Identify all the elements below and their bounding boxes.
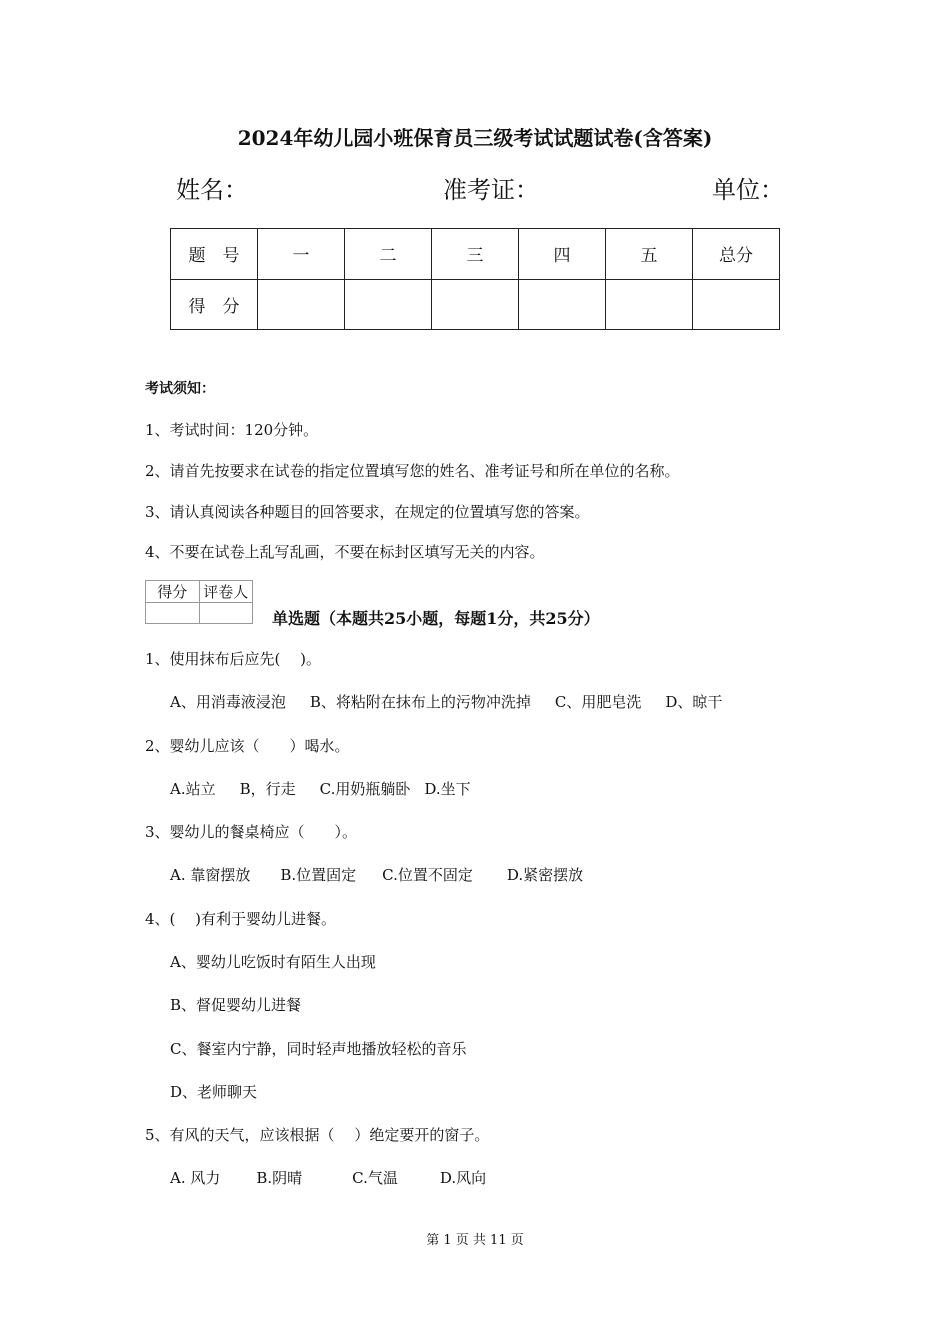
question-stem: 4、( )有利于婴幼儿进餐。 bbox=[145, 910, 337, 928]
score-entry-cell[interactable] bbox=[693, 279, 780, 330]
score-table-cell: 一 bbox=[258, 229, 345, 280]
score-entry-cell[interactable] bbox=[258, 279, 345, 330]
option[interactable]: A、用消毒液浸泡 bbox=[170, 693, 286, 711]
score-entry-cell[interactable] bbox=[519, 279, 606, 330]
option[interactable]: D.坐下 bbox=[424, 780, 471, 798]
option[interactable]: B.阴晴 bbox=[256, 1169, 303, 1187]
question-options bbox=[170, 864, 583, 885]
notice-item: 3、请认真阅读各种题目的回答要求，在规定的位置填写您的答案。 bbox=[145, 503, 590, 521]
option[interactable]: A. 风力 bbox=[170, 1169, 221, 1187]
grader-reviewer-label: 评卷人 bbox=[199, 581, 253, 603]
score-table-cell: 得 分 bbox=[171, 279, 258, 330]
score-table-cell: 总分 bbox=[693, 229, 780, 280]
notice-item: 2、请首先按要求在试卷的指定位置填写您的姓名、准考证号和所在单位的名称。 bbox=[145, 462, 680, 480]
score-table bbox=[170, 228, 780, 330]
score-table-cell: 二 bbox=[345, 229, 432, 280]
question-stem: 3、婴幼儿的餐桌椅应（ ）。 bbox=[145, 823, 358, 841]
score-entry-cell[interactable] bbox=[432, 279, 519, 330]
question-stem: 2、婴幼儿应该（ ）喝水。 bbox=[145, 737, 350, 755]
notice-title: 考试须知： bbox=[145, 381, 215, 397]
option[interactable]: D.紧密摆放 bbox=[506, 866, 584, 884]
notice-item: 1、考试时间：120分钟。 bbox=[145, 421, 319, 439]
option[interactable]: C、用肥皂洗 bbox=[554, 693, 642, 711]
grader-table bbox=[145, 580, 253, 624]
option[interactable]: C、餐室内宁静，同时轻声地播放轻松的音乐 bbox=[170, 1040, 467, 1058]
section-title: 单选题（本题共25小题，每题1分，共25分） bbox=[272, 609, 600, 628]
option[interactable]: A. 靠窗摆放 bbox=[170, 866, 251, 884]
score-table-cell: 五 bbox=[606, 229, 693, 280]
grader-reviewer-entry[interactable] bbox=[199, 603, 253, 624]
score-table-cell: 三 bbox=[432, 229, 519, 280]
option[interactable]: D、晾干 bbox=[665, 693, 723, 711]
grader-score-entry[interactable] bbox=[146, 603, 200, 624]
score-table-header-row bbox=[171, 229, 780, 280]
option[interactable]: A.站立 bbox=[170, 780, 216, 798]
option[interactable]: C.用奶瓶躺卧 bbox=[319, 780, 411, 798]
score-table-cell: 四 bbox=[519, 229, 606, 280]
option[interactable]: C.位置不固定 bbox=[382, 866, 473, 884]
exam-id-label: 准考证： bbox=[443, 176, 539, 204]
score-entry-cell[interactable] bbox=[345, 279, 432, 330]
score-entry-cell[interactable] bbox=[606, 279, 693, 330]
option[interactable]: D.风向 bbox=[439, 1169, 487, 1187]
option[interactable]: B、将粘附在抹布上的污物冲洗掉 bbox=[309, 693, 531, 711]
option[interactable]: D、老师聊天 bbox=[170, 1083, 258, 1101]
option[interactable]: C.气温 bbox=[352, 1169, 398, 1187]
question-options bbox=[170, 691, 722, 712]
option[interactable]: B、督促婴幼儿进餐 bbox=[170, 996, 302, 1014]
unit-label: 单位： bbox=[712, 176, 784, 204]
page-footer: 第 1 页 共 11 页 bbox=[426, 1233, 524, 1248]
notice-item: 4、不要在试卷上乱写乱画，不要在标封区填写无关的内容。 bbox=[145, 543, 545, 561]
question-options bbox=[170, 778, 471, 799]
grader-score-label: 得分 bbox=[146, 581, 200, 603]
option[interactable]: B，行走 bbox=[239, 780, 296, 798]
question-options bbox=[170, 1167, 486, 1188]
question-stem: 1、使用抹布后应先( )。 bbox=[145, 650, 322, 668]
question-stem: 5、有风的天气，应该根据（ ）绝定要开的窗子。 bbox=[145, 1126, 490, 1144]
score-table-score-row bbox=[171, 279, 780, 330]
score-table-cell: 题 号 bbox=[171, 229, 258, 280]
name-label: 姓名： bbox=[176, 176, 248, 204]
document-title: 2024年幼儿园小班保育员三级考试试题试卷(含答案) bbox=[237, 126, 713, 150]
option[interactable]: B.位置固定 bbox=[280, 866, 357, 884]
option[interactable]: A、婴幼儿吃饭时有陌生人出现 bbox=[170, 953, 376, 971]
